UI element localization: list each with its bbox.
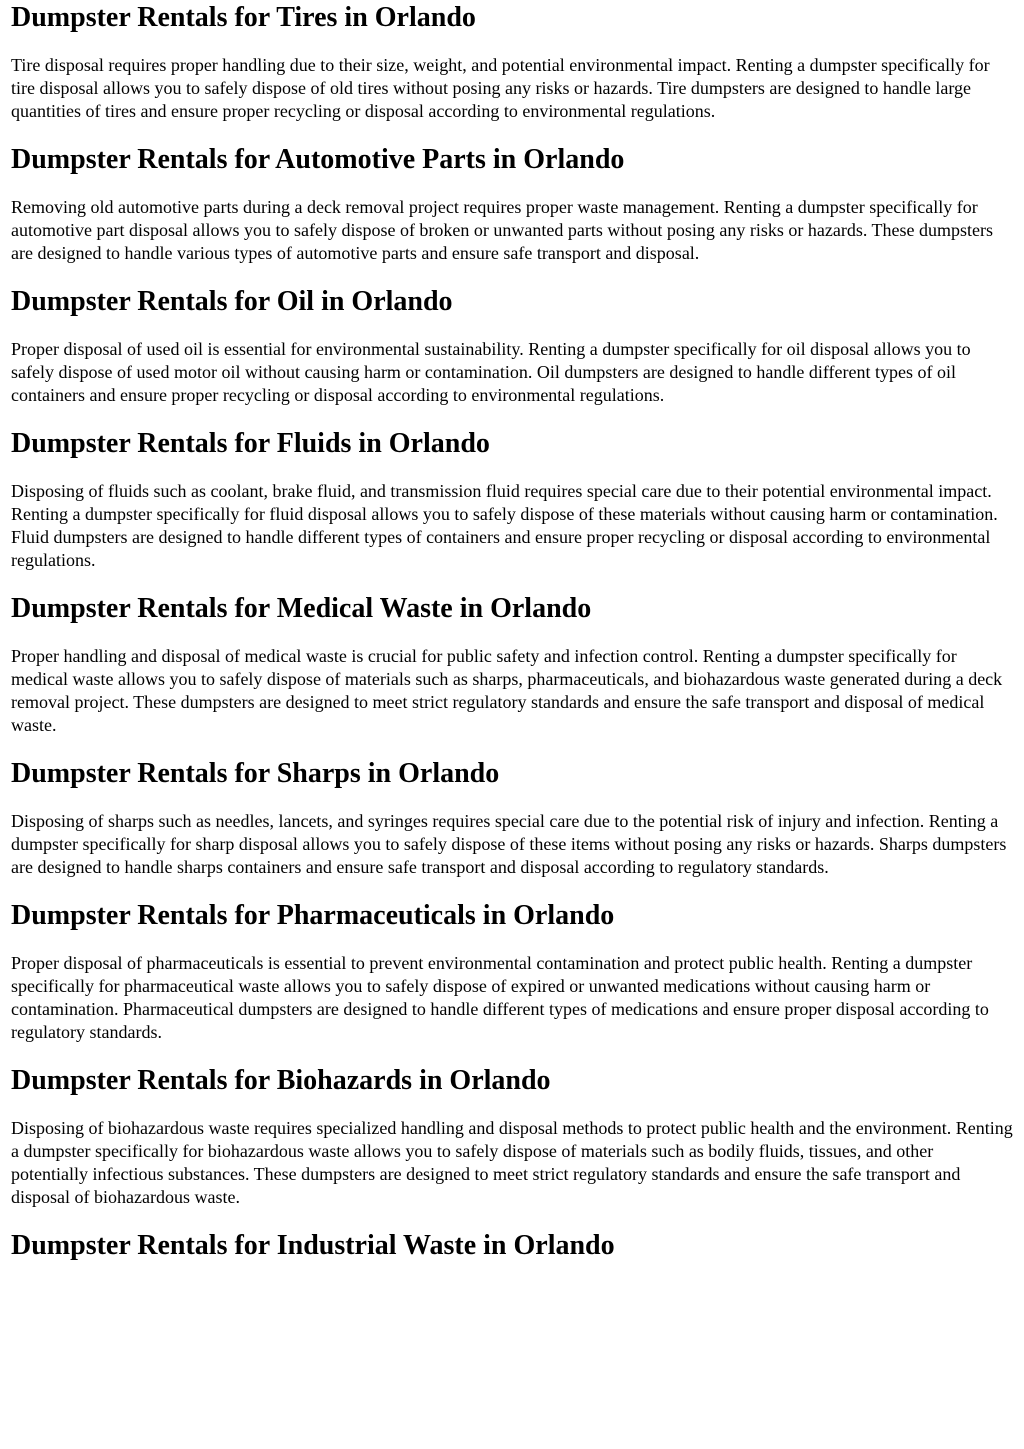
section-heading: Dumpster Rentals for Fluids in Orlando — [11, 428, 490, 459]
section-paragraph: Disposing of fluids such as coolant, brake fluid, and transmission fluid requires special care due to their potential environmental impact. Renting a dumpster specifically for fluid disposal allows you to safely dispose of these materials without causing harm or contamination. Fluid dumpsters are designed to handle different types of containers and ensure proper recycling or disposal according to environmental regulations. — [11, 481, 998, 570]
section-paragraph: Disposing of sharps such as needles, lancets, and syringes requires special care due to the potential risk of injury and infection. Renting a dumpster specifically for sharp disposal allows you to safely dispose of these items without posing any risks or hazards. Sharps dumpsters are designed to handle sharps containers and ensure safe transport and disposal according to regulatory standards. — [11, 811, 1007, 877]
section-paragraph: Proper handling and disposal of medical waste is crucial for public safety and infection control. Renting a dumpster specifically for medical waste allows you to safely dispose of materials such as sharps, pharmaceuticals, and biohazardous waste generated during a deck removal project. These dumpsters are designed to meet strict regulatory standards and ensure the safe transport and disposal of medical waste. — [11, 646, 1003, 735]
section-paragraph: Removing old automotive parts during a deck removal project requires proper waste management. Renting a dumpster specifically for automotive part disposal allows you to safely dispose of broken or unwanted parts without posing any risks or hazards. These dumpsters are designed to handle various types of automotive parts and ensure safe transport and disposal. — [11, 197, 993, 263]
section-heading: Dumpster Rentals for Oil in Orlando — [11, 286, 453, 317]
section-industrial-waste — [11, 1229, 1014, 1263]
section-paragraph: Proper disposal of used oil is essential for environmental sustainability. Renting a dumpster specifically for oil disposal allows you to safely dispose of used motor oil without causing harm or contamination. Oil dumpsters are designed to handle different types of oil containers and ensure proper recycling or disposal according to environmental regulations. — [11, 339, 971, 405]
section-heading: Dumpster Rentals for Sharps in Orlando — [11, 758, 500, 789]
document-page — [0, 1, 1024, 1263]
section-heading: Dumpster Rentals for Pharmaceuticals in Orlando — [11, 900, 615, 931]
section-sharps — [11, 757, 1014, 879]
section-heading: Dumpster Rentals for Medical Waste in Orlando — [11, 593, 592, 624]
section-heading: Dumpster Rentals for Biohazards in Orlando — [11, 1065, 551, 1096]
section-fluids — [11, 427, 1014, 572]
section-pharmaceuticals — [11, 899, 1014, 1044]
section-automotive-parts — [11, 143, 1014, 265]
section-paragraph: Tire disposal requires proper handling due to their size, weight, and potential environmental impact. Renting a dumpster specifically for tire disposal allows you to safely dispose of old tires without posing any risks or hazards. Tire dumpsters are designed to handle large quantities of tires and ensure proper recycling or disposal according to environmental regulations. — [11, 55, 990, 121]
section-heading: Dumpster Rentals for Industrial Waste in Orlando — [11, 1230, 615, 1261]
section-tires — [11, 1, 1014, 123]
section-oil — [11, 285, 1014, 407]
section-heading: Dumpster Rentals for Automotive Parts in Orlando — [11, 144, 625, 175]
section-biohazards — [11, 1064, 1014, 1209]
section-paragraph: Disposing of biohazardous waste requires specialized handling and disposal methods to protect public health and the environment. Renting a dumpster specifically for biohazardous waste allows you to safely dispose of materials such as bodily fluids, tissues, and other potentially infectious substances. These dumpsters are designed to meet strict regulatory standards and ensure the safe transport and disposal of biohazardous waste. — [11, 1118, 1013, 1207]
section-medical-waste — [11, 592, 1014, 737]
section-paragraph: Proper disposal of pharmaceuticals is essential to prevent environmental contamination and protect public health. Renting a dumpster specifically for pharmaceutical waste allows you to safely dispose of expired or unwanted medications without causing harm or contamination. Pharmaceutical dumpsters are designed to handle different types of medications and ensure proper disposal according to regulatory standards. — [11, 953, 989, 1042]
section-heading: Dumpster Rentals for Tires in Orlando — [11, 2, 476, 33]
